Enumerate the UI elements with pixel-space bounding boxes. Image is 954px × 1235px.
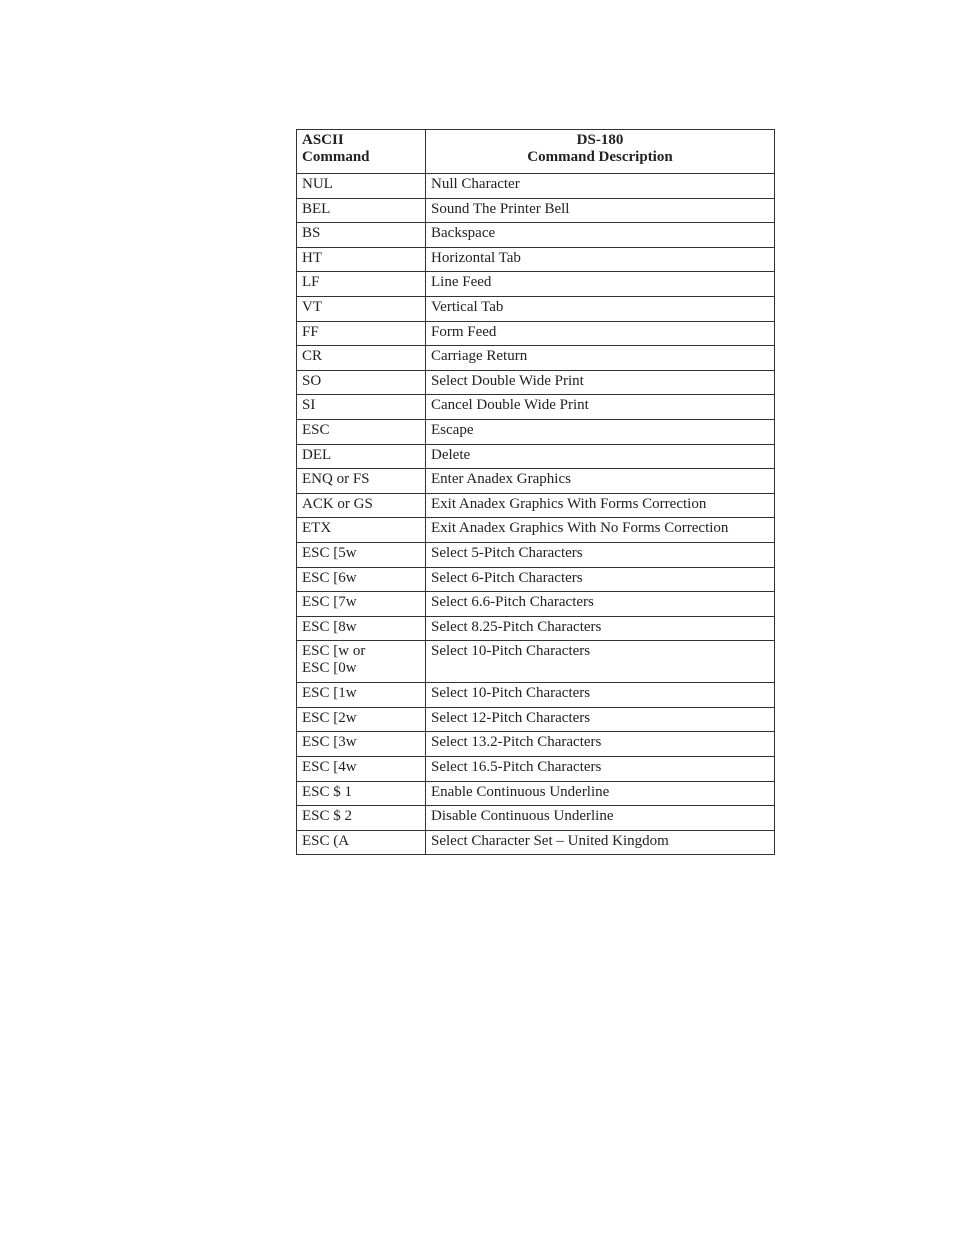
command-text: ESC [302, 421, 330, 438]
table-row [297, 346, 775, 371]
command-text: LF [302, 274, 320, 291]
ascii-command-cell [297, 272, 426, 297]
ascii-command-table [296, 129, 775, 855]
table-row [297, 757, 775, 782]
header-ascii-command [297, 130, 426, 174]
command-description-cell: Select 10-Pitch Characters [426, 641, 775, 683]
ascii-command-cell [297, 247, 426, 272]
command-text: ETX [302, 520, 332, 537]
table-row [297, 616, 775, 641]
command-text: ESC [4w [302, 759, 357, 776]
table-row [297, 592, 775, 617]
command-description-cell: Form Feed [426, 321, 775, 346]
command-description-cell: Select 16.5-Pitch Characters [426, 757, 775, 782]
command-description-cell: Select 5-Pitch Characters [426, 542, 775, 567]
command-description-cell: Select 10-Pitch Characters [426, 683, 775, 708]
command-text: ESC [w or [302, 643, 366, 660]
ascii-command-cell [297, 641, 426, 683]
ascii-command-cell [297, 469, 426, 494]
ascii-command-cell [297, 616, 426, 641]
command-text: HT [302, 249, 322, 266]
command-description-cell: Disable Continuous Underline [426, 806, 775, 831]
command-description-cell: Null Character [426, 174, 775, 199]
command-description-cell: Enable Continuous Underline [426, 781, 775, 806]
command-text: BEL [302, 200, 331, 217]
command-description-cell: Select 12-Pitch Characters [426, 707, 775, 732]
command-text: ESC [2w [302, 709, 357, 726]
ascii-command-cell [297, 223, 426, 248]
table-row [297, 567, 775, 592]
ascii-command-cell [297, 542, 426, 567]
command-description-cell: Escape [426, 419, 775, 444]
ascii-command-cell [297, 707, 426, 732]
table-row [297, 296, 775, 321]
table-row [297, 830, 775, 855]
ascii-command-cell [297, 493, 426, 518]
table-row [297, 395, 775, 420]
table-row [297, 781, 775, 806]
ascii-command-cell [297, 830, 426, 855]
command-text: FF [302, 323, 319, 340]
command-text: ESC [0w [302, 660, 357, 677]
ascii-command-cell [297, 395, 426, 420]
table-row [297, 247, 775, 272]
command-description-cell: Horizontal Tab [426, 247, 775, 272]
command-text: NUL [302, 176, 333, 192]
table-row [297, 518, 775, 543]
ascii-command-cell [297, 567, 426, 592]
table-row [297, 469, 775, 494]
command-text: ESC [5w [302, 544, 357, 561]
command-text: ACK or GS [302, 495, 373, 512]
command-description-cell: Enter Anadex Graphics [426, 469, 775, 494]
table-header-row [297, 130, 775, 174]
command-text: ESC (A [302, 832, 350, 849]
command-description-cell: Line Feed [426, 272, 775, 297]
ascii-command-cell [297, 781, 426, 806]
table-row [297, 707, 775, 732]
command-description-cell: Carriage Return [426, 346, 775, 371]
command-text: BS [302, 225, 321, 242]
table-row [297, 806, 775, 831]
header-line: Command [302, 149, 370, 165]
ascii-command-cell [297, 518, 426, 543]
table-row [297, 641, 775, 683]
table-row [297, 321, 775, 346]
ascii-command-cell [297, 321, 426, 346]
command-text: SI [302, 397, 316, 414]
ascii-command-cell [297, 592, 426, 617]
ascii-command-cell [297, 683, 426, 708]
ascii-command-cell [297, 296, 426, 321]
command-text: ESC [8w [302, 618, 357, 635]
command-text: CR [302, 348, 323, 365]
command-description-cell: Select 6-Pitch Characters [426, 567, 775, 592]
command-text: DEL [302, 446, 332, 463]
ascii-command-cell [297, 757, 426, 782]
ascii-command-cell [297, 444, 426, 469]
command-text: ENQ or FS [302, 471, 370, 488]
command-description-cell: Exit Anadex Graphics With Forms Correction [426, 493, 775, 518]
ascii-command-cell [297, 346, 426, 371]
table-row [297, 732, 775, 757]
command-description-cell: Cancel Double Wide Print [426, 395, 775, 420]
command-description-cell: Backspace [426, 223, 775, 248]
table-row [297, 444, 775, 469]
table-row [297, 223, 775, 248]
command-text: ESC $ 1 [302, 783, 353, 800]
command-text: ESC [1w [302, 685, 357, 702]
command-description-cell: Select Double Wide Print [426, 370, 775, 395]
command-text: ESC [3w [302, 734, 357, 751]
command-text: ESC $ 2 [302, 808, 353, 825]
table-row [297, 542, 775, 567]
ascii-command-cell [297, 806, 426, 831]
ascii-command-cell [297, 732, 426, 757]
command-description-cell: Select 13.2-Pitch Characters [426, 732, 775, 757]
command-description-cell: Delete [426, 444, 775, 469]
command-description-cell: Sound The Printer Bell [426, 198, 775, 223]
table-row [297, 683, 775, 708]
table-row [297, 419, 775, 444]
table-row [297, 198, 775, 223]
command-description-cell: Select 8.25-Pitch Characters [426, 616, 775, 641]
header-command-description [426, 130, 775, 174]
command-description-cell: Select Character Set – United Kingdom [426, 830, 775, 855]
command-text: ESC [6w [302, 569, 357, 586]
command-text: VT [302, 298, 322, 315]
table-body [297, 174, 775, 855]
ascii-command-cell [297, 370, 426, 395]
table-row [297, 493, 775, 518]
header-line: Command Description [527, 149, 673, 165]
command-text: ESC [7w [302, 594, 357, 611]
ascii-command-cell [297, 198, 426, 223]
header-line: ASCII [302, 132, 344, 148]
table-row [297, 174, 775, 199]
ascii-command-cell [297, 174, 426, 199]
header-line: DS-180 [576, 132, 624, 148]
command-text: SO [302, 372, 322, 389]
table-row [297, 272, 775, 297]
table-row [297, 370, 775, 395]
command-description-cell: Vertical Tab [426, 296, 775, 321]
command-description-cell: Exit Anadex Graphics With No Forms Correction [426, 518, 775, 543]
ascii-command-cell [297, 419, 426, 444]
command-description-cell: Select 6.6-Pitch Characters [426, 592, 775, 617]
